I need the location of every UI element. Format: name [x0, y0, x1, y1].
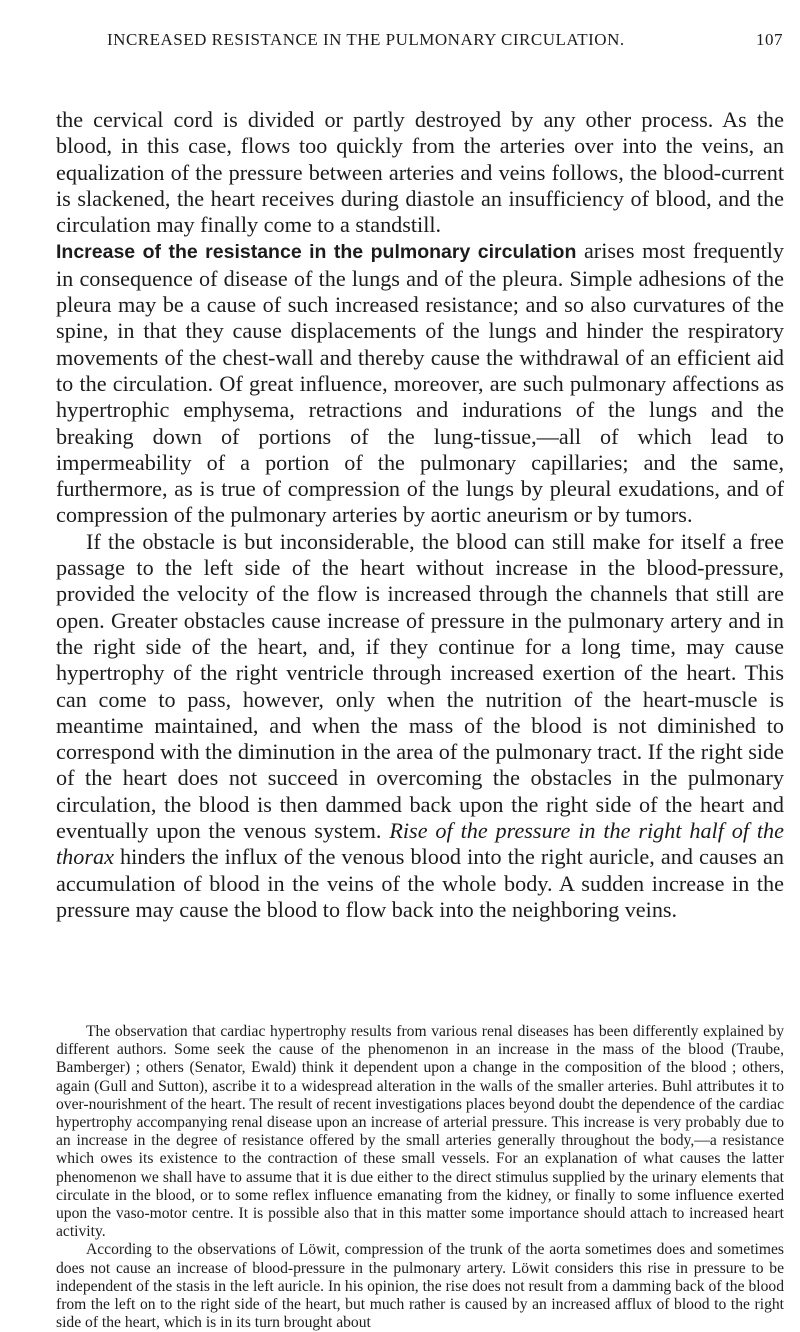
paragraph-obstacle	[56, 529, 784, 923]
main-body-text	[56, 107, 784, 923]
note-paragraph-lowit: According to the observations of Löwit, compression of the trunk of the aorta sometimes does and sometimes does not cause an increase of blood-pressure in the pulmonary artery. Löwit considers this rise in pressure to be independent of the stasis in the left auricle. In his opinion, the rise does not result from a damming back of the blood from the left on to the right side of the heart, but much rather is caused by an increased afflux of blood to the right side of the heart, which is in its turn brought about	[56, 1241, 784, 1332]
section-heading-pulmonary-resistance: Increase of the resistance in the pulmonary circulation	[56, 241, 577, 264]
note-paragraph-renal-hypertrophy: The observation that cardiac hypertrophy results from various renal diseases has been differently explained by different authors. Some seek the cause of the phenomenon in an increase in the mass of the blood (Traube, Bamberger) ; others (Senator, Ewald) think it dependent upon a change in the composition of the blood ; others, again (Gull and Sutton), ascribe it to a widespread alteration in the walls of the smaller arteries. Buhl attributes it to over-nourishment of the heart. The result of recent investigations places beyond doubt the dependence of the cardiac hypertrophy accompanying renal disease upon an increase of arterial pressure. This increase is very probably due to an increase in the degree of resistance offered by the small arteries generally throughout the body,—a resistance which owes its existence to the contraction of these small vessels. For an explanation of what causes the latter phenomenon we shall have to assume that it is due either to the direct stimulus supplied by the urinary elements that circulate in the blood, or to some reflex influence emanating from the kidney, or finally to some influence exerted upon the vaso-motor centre. It is possible also that in this matter some importance should attach to increased heart activity.	[56, 1023, 784, 1241]
paragraph-obstacle-tail: hinders the influx of the venous blood into the right auricle, and causes an accumulation of blood in the veins of the whole body. A sudden increase in the pressure may cause the blood to flow back into the neighboring veins.	[56, 844, 784, 922]
paragraph-obstacle-body: If the obstacle is but inconsiderable, the blood can still make for itself a free passage to the left side of the heart without increase in the blood-pressure, provided the velocity of the flow is increased through the channels that still are open. Greater obstacles cause increase of pressure in the pulmonary artery and in the right side of the heart, and, if they continue for a long time, may cause hypertrophy of the right ventricle through increased exertion of the heart. This can come to pass, however, only when the nutrition of the heart-muscle is meantime maintained, and when the mass of the blood is not diminished to correspond with the diminution in the area of the pulmonary tract. If the right side of the heart does not succeed in overcoming the obstacles in the pulmonary circulation, the blood is then dammed back upon the right side of the heart and eventually upon the venous system.	[56, 528, 784, 844]
paragraph-pulmonary-resistance-body: arises most frequently in consequence of disease of the lungs and of the pleura. Simple adhesions of the pleura may be a cause of such increased resistance; and so also curvatures of the spine, in that they cause displacements of the lungs and hinder the respiratory movements of the chest-wall and thereby cause the withdrawal of an efficient aid to the circulation. Of great influence, moreover, are such pulmonary affections as hypertrophic emphysema, retractions and indurations of the lungs and the breaking down of portions of the lung-tissue,—all of which lead to impermeability of a portion of the pulmonary capillaries; and the same, furthermore, as is true of compression of the lungs by pleural exudations, and of compression of the pulmonary arteries by aortic aneurism or by tumors.	[56, 238, 784, 528]
paragraph-pulmonary-resistance	[56, 238, 784, 528]
running-head-title: INCREASED RESISTANCE IN THE PULMONARY CIRCULATION.	[107, 30, 625, 49]
page-number: 107	[756, 30, 783, 49]
footnote-text	[56, 1023, 784, 1332]
italic-phrase-rise-of-pressure: Rise of the pressure in the right half of the thorax	[56, 818, 785, 870]
paragraph-cervical-cord: the cervical cord is divided or partly destroyed by any other process. As the blood, in this case, flows too quickly from the arteries over into the veins, an equalization of the pressure between arteries and veins follows, the blood-current is slackened, the heart receives during diastole an insufficiency of blood, and the circulation may finally come to a standstill.	[56, 107, 784, 238]
